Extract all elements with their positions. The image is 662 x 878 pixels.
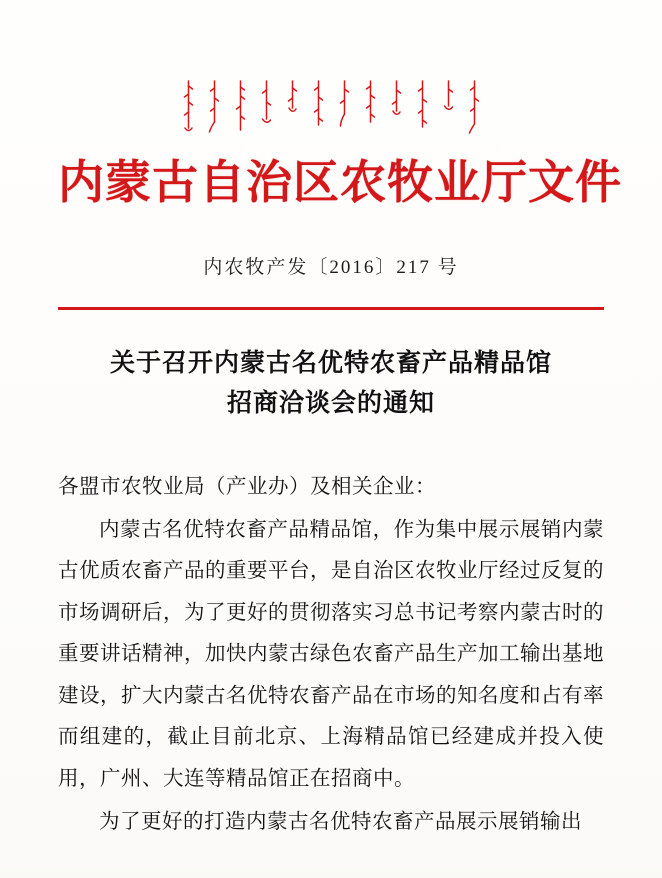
mongolian-glyph-column: [286, 78, 299, 136]
document-subject: [58, 344, 604, 425]
mongolian-glyph-column: [312, 78, 325, 136]
mongolian-glyph-column: [182, 78, 195, 136]
mongolian-glyph-column: [416, 78, 429, 136]
subject-line-2: 招商洽谈会的通知: [226, 390, 435, 418]
document-title: 内蒙古自治区农牧业厅文件: [58, 157, 622, 208]
body-paragraph-2: 为了更好的打造内蒙古名优特农畜产品展示展销输出: [99, 810, 582, 833]
mongolian-glyph-column: [364, 78, 377, 136]
mongolian-glyph-column: [338, 78, 351, 136]
mongolian-script-header: [58, 0, 604, 140]
document-number: 内农牧产发〔2016〕217 号: [203, 256, 459, 278]
mongolian-glyph-column: [390, 78, 403, 136]
red-divider-rule: [58, 307, 604, 310]
mongolian-glyph-column: [260, 78, 273, 136]
document-body: [58, 467, 604, 844]
salutation: 各盟市农牧业局（产业办）及相关企业：: [58, 475, 436, 498]
mongolian-glyph-column: [442, 78, 455, 136]
mongolian-glyph-column: [208, 78, 221, 136]
body-paragraph-1: 内蒙古名优特农畜产品精品馆，作为集中展示展销内蒙古优质农畜产品的重要平台，是自治区农牧业厅经过反复的市场调研后，为了更好的贯彻落实习总书记考察内蒙古时的重要讲话精神，加快内蒙古绿色农畜产品生产加工输出基地建设，扩大内蒙古名优特农畜产品在市场的知名度和占有率而组建的，截止目前北京、上海精品馆已经建成并投入使用，广州、大连等精品馆正在招商中。: [58, 519, 604, 790]
page-bottom-fade: [0, 862, 662, 878]
subject-line-1: 关于召开内蒙古名优特农畜产品精品馆: [109, 349, 552, 377]
mongolian-glyph-column: [468, 78, 481, 136]
mongolian-glyph-column: [234, 78, 247, 136]
